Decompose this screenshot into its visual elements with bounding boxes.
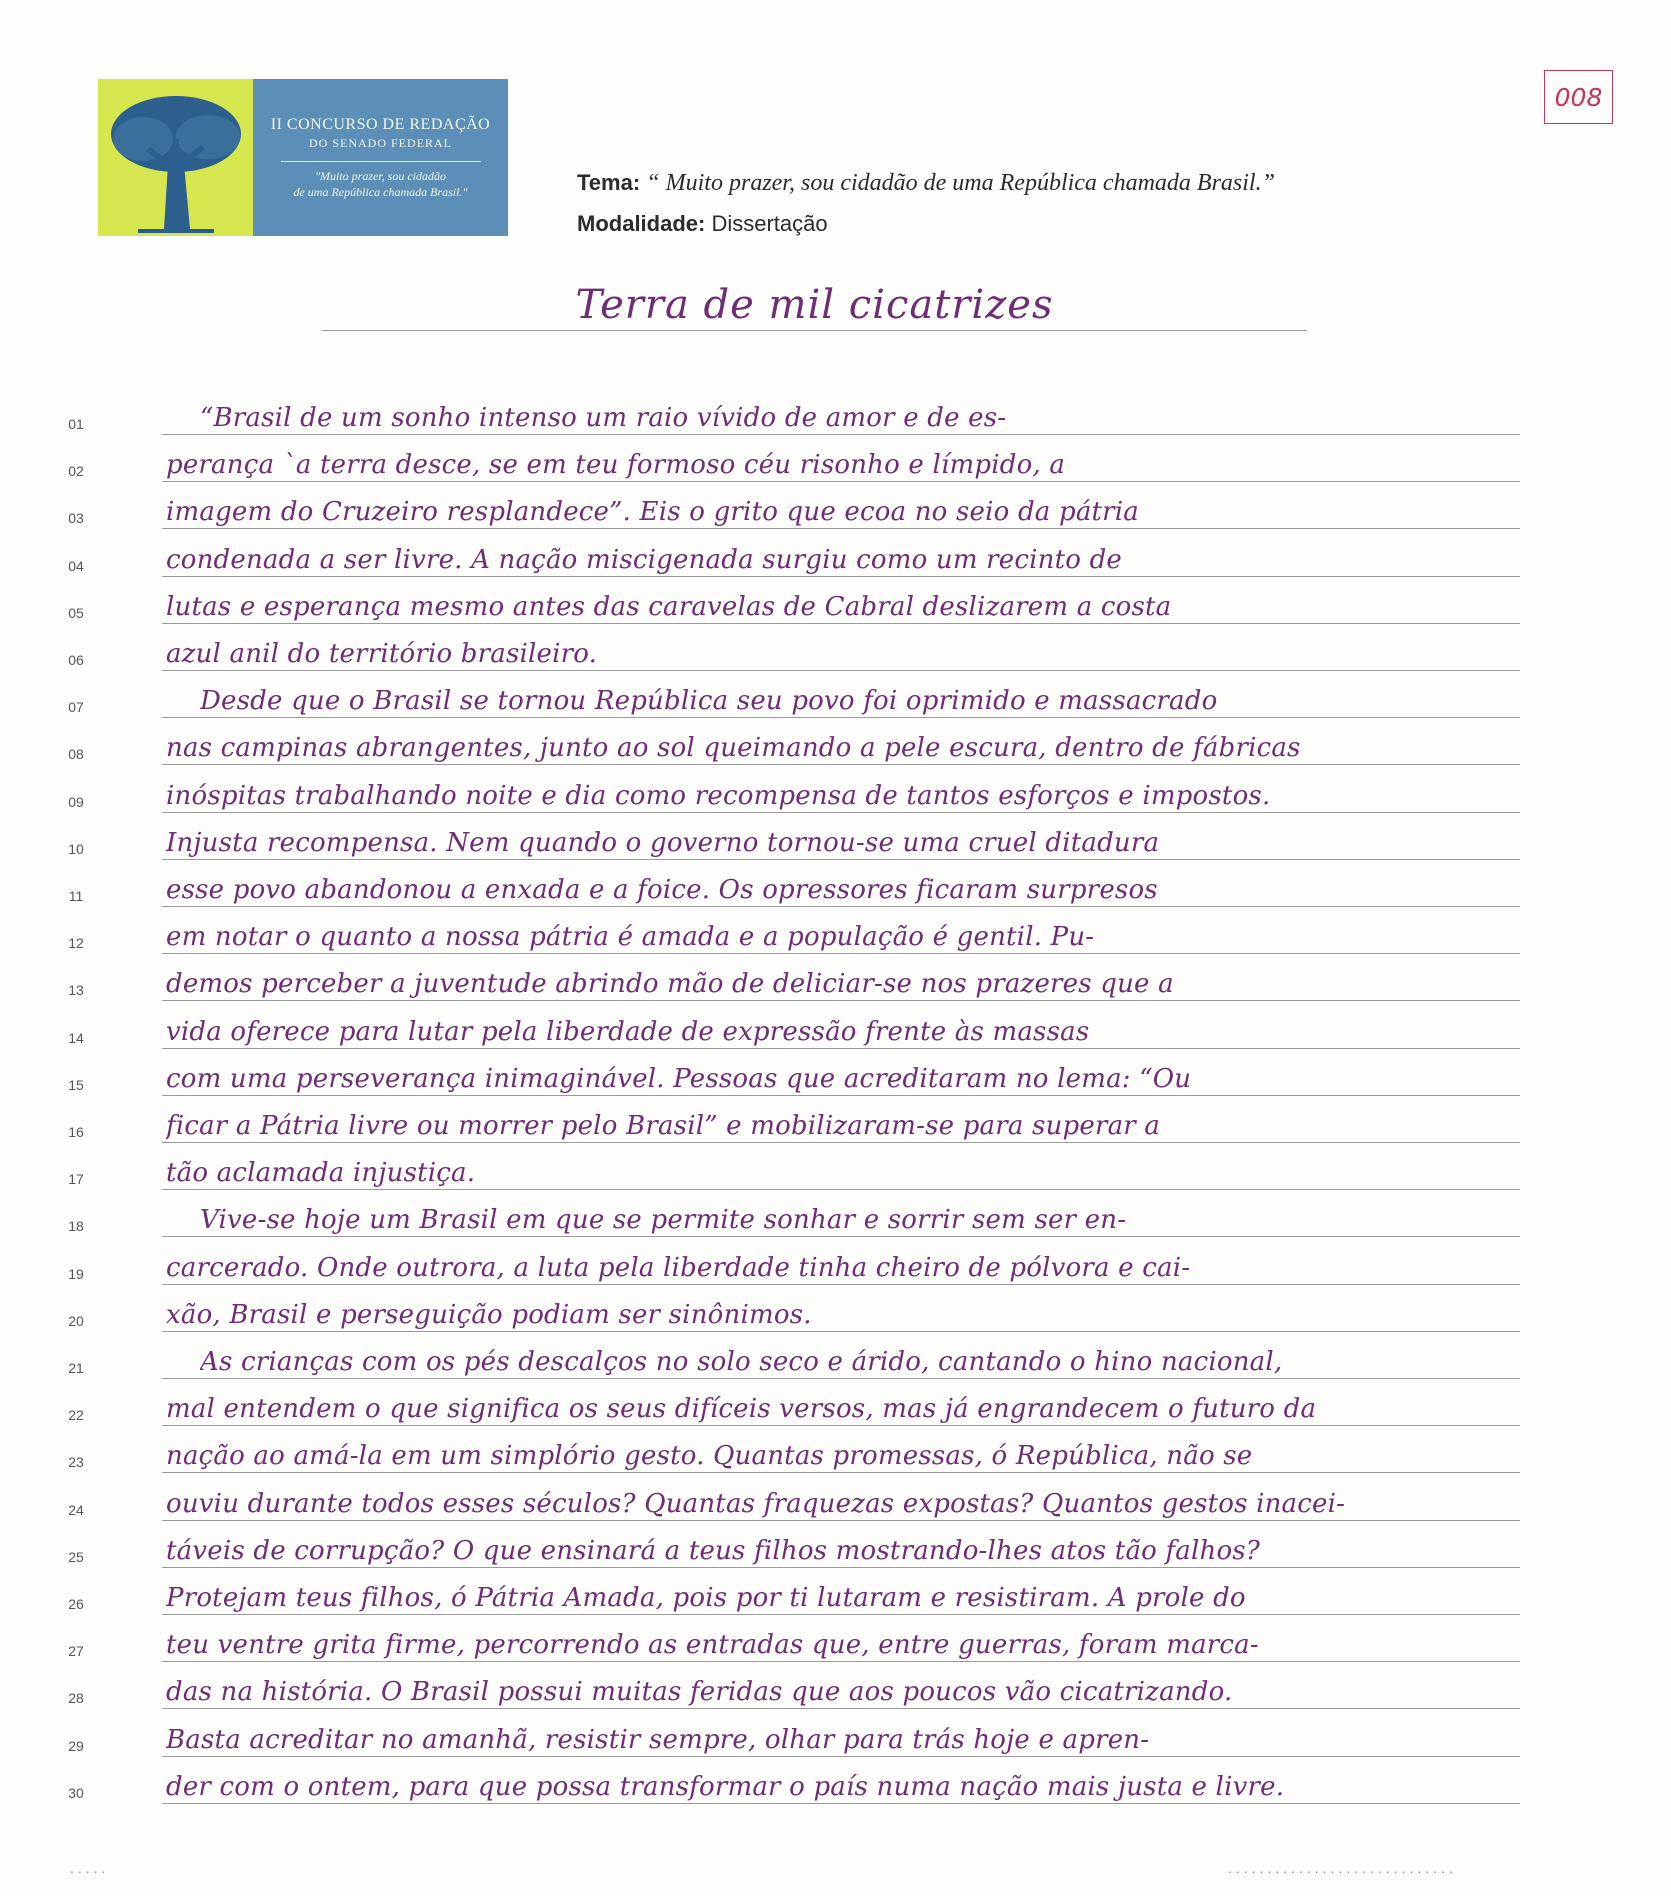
line-number: 01 — [68, 416, 84, 432]
line-number: 12 — [68, 935, 84, 952]
line-text: mal entendem o que significa os seus difíceis versos, mas já engrandecem o futuro da — [166, 1394, 1317, 1425]
line-number: 08 — [68, 746, 84, 763]
line-number: 14 — [68, 1029, 84, 1046]
line-number: 23 — [68, 1454, 84, 1471]
line-text: imagem do Cruzeiro resplandece”. Eis o grito que ecoa no seio da pátria — [166, 497, 1140, 528]
tree-icon — [98, 79, 253, 236]
essay-line — [60, 718, 1520, 765]
line-number: 22 — [68, 1407, 84, 1424]
modality-label: Modalidade: — [577, 211, 706, 236]
essay-line — [60, 1238, 1520, 1285]
line-number: 06 — [68, 652, 84, 668]
essay-line — [60, 766, 1520, 813]
page-number-stamp: 008 — [1544, 70, 1613, 124]
contest-org: DO SENADO FEDERAL — [309, 136, 452, 150]
line-text: Protejam teus filhos, ó Pátria Amada, pois por ti lutaram e resistiram. A prole do — [166, 1583, 1246, 1613]
line-number: 30 — [68, 1784, 84, 1801]
line-text: xão, Brasil e perseguição podiam ser sinônimos. — [166, 1299, 812, 1330]
line-text: Desde que o Brasil se tornou República seu povo foi oprimido e massacrado — [200, 686, 1218, 717]
essay-line — [60, 1521, 1520, 1568]
line-number: 03 — [68, 510, 84, 527]
line-number: 07 — [68, 699, 84, 716]
essay-line — [60, 1285, 1520, 1332]
line-number: 18 — [68, 1218, 84, 1235]
essay-line — [60, 954, 1520, 1001]
essay-line — [60, 1096, 1520, 1143]
theme-row — [577, 170, 1275, 197]
line-number: 15 — [68, 1076, 84, 1093]
line-text: vida oferece para lutar pela liberdade de expressão frente às massas — [166, 1016, 1090, 1047]
logo-quote-line-1: "Muito prazer, sou cidadão — [314, 169, 447, 183]
line-number: 16 — [68, 1124, 84, 1140]
essay-line — [60, 577, 1520, 624]
line-text: tão aclamada injustiça. — [166, 1158, 476, 1189]
line-number: 04 — [68, 557, 84, 574]
line-text: com uma perseverança inimaginável. Pessoas que acreditaram no lema: “Ou — [166, 1063, 1192, 1094]
line-text: teu ventre grita firme, percorrendo as entradas que, entre guerras, foram marca- — [166, 1630, 1259, 1661]
essay-line — [60, 907, 1520, 954]
line-text: demos perceber a juventude abrindo mão de deliciar-se nos prazeres que a — [166, 969, 1174, 1000]
line-text: das na história. O Brasil possui muitas feridas que aos poucos vão cicatrizando. — [166, 1677, 1233, 1708]
line-number: 19 — [68, 1265, 84, 1282]
line-text: esse povo abandonou a enxada e a foice. Os opressores ficaram surpresos — [166, 875, 1158, 905]
line-number: 25 — [68, 1548, 84, 1565]
line-number: 29 — [68, 1737, 84, 1754]
essay-line — [60, 671, 1520, 718]
line-number: 11 — [68, 888, 84, 904]
line-text: carcerado. Onde outrora, a luta pela liberdade tinha cheiro de pólvora e cai- — [166, 1252, 1191, 1283]
contest-logo — [98, 79, 508, 236]
line-text: ficar a Pátria livre ou morrer pelo Brasil” e mobilizaram-se para superar a — [166, 1111, 1161, 1141]
line-text: nação ao amá-la em um simplório gesto. Quantas promessas, ó República, não se — [166, 1441, 1253, 1472]
line-number: 17 — [68, 1171, 84, 1188]
essay-line — [60, 1426, 1520, 1473]
line-text: ouviu durante todos esses séculos? Quantas fraquezas expostas? Quantos gestos inacei- — [166, 1488, 1346, 1519]
essay-line — [60, 388, 1520, 435]
essay-line — [60, 435, 1520, 482]
essay-line — [60, 1002, 1520, 1049]
line-text: “Brasil de um sonho intenso um raio vívido de amor e de es- — [200, 403, 1007, 433]
line-text: lutas e esperança mesmo antes das caravelas de Cabral deslizarem a costa — [166, 591, 1172, 622]
essay-line — [60, 1332, 1520, 1379]
essay-line — [60, 530, 1520, 577]
line-text: inóspitas trabalhando noite e dia como recompensa de tantos esforços e impostos. — [166, 780, 1271, 811]
essay-line — [60, 1143, 1520, 1190]
line-number: 28 — [68, 1690, 84, 1707]
essay-line — [60, 1190, 1520, 1237]
modality-row — [577, 211, 828, 237]
line-text: condenada a ser livre. A nação miscigenada surgiu como um recinto de — [166, 544, 1123, 575]
line-number: 13 — [68, 982, 84, 999]
line-rule — [162, 1803, 1520, 1804]
essay-line — [60, 1710, 1520, 1757]
line-text: azul anil do território brasileiro. — [166, 639, 598, 669]
essay-line — [60, 1568, 1520, 1615]
logo-quote-line-2: de uma República chamada Brasil." — [293, 184, 468, 199]
line-text: nas campinas abrangentes, junto ao sol queimando a pele escura, dentro de fábricas — [166, 733, 1301, 764]
line-number: 10 — [68, 840, 84, 857]
line-text: Basta acreditar no amanhã, resistir sempre, olhar para trás hoje e apren- — [166, 1724, 1150, 1755]
line-number: 20 — [68, 1312, 84, 1329]
line-text: As crianças com os pés descalços no solo seco e árido, cantando o hino nacional, — [200, 1347, 1283, 1377]
line-number: 24 — [68, 1501, 84, 1518]
line-text: der com o ontem, para que possa transformar o país numa nação mais justa e livre. — [166, 1771, 1285, 1802]
line-number: 09 — [68, 793, 84, 810]
theme-value: “ Muito prazer, sou cidadão de uma República chamada Brasil.” — [646, 170, 1275, 196]
essay-line — [60, 624, 1520, 671]
contest-name: II CONCURSO DE REDAÇÃO — [270, 115, 491, 133]
line-text: Vive-se hoje um Brasil em que se permite sonhar e sorrir sem ser en- — [200, 1205, 1127, 1236]
line-number: 02 — [68, 463, 84, 480]
theme-label: Tema: — [577, 170, 641, 195]
line-number: 26 — [68, 1596, 84, 1612]
essay-line — [60, 482, 1520, 529]
essay-line — [60, 1379, 1520, 1426]
line-text: perança `a terra desce, se em teu formoso céu risonho e límpido, a — [166, 450, 1066, 481]
essay-line — [60, 1757, 1520, 1804]
essay-line — [60, 813, 1520, 860]
modality-value: Dissertação — [711, 211, 828, 236]
line-number: 27 — [68, 1643, 84, 1660]
line-text: em notar o quanto a nossa pátria é amada e a população é gentil. Pu- — [166, 922, 1095, 953]
essay-title: Terra de mil cicatrizes — [575, 282, 1054, 328]
essay-line — [60, 1474, 1520, 1521]
essay-line — [60, 1615, 1520, 1662]
title-rule — [322, 330, 1307, 331]
essay-line — [60, 860, 1520, 907]
line-number: 05 — [68, 604, 84, 621]
logo-divider — [281, 161, 481, 162]
bottom-dots-right: ............................. — [1228, 1860, 1457, 1876]
essay-line — [60, 1662, 1520, 1709]
bottom-dots-left: ..... — [70, 1860, 110, 1876]
essay-line — [60, 1049, 1520, 1096]
line-number: 21 — [68, 1360, 84, 1376]
line-text: Injusta recompensa. Nem quando o governo tornou-se uma cruel ditadura — [166, 827, 1160, 858]
line-text: táveis de corrupção? O que ensinará a teus filhos mostrando-lhes atos tão falhos? — [166, 1535, 1260, 1566]
